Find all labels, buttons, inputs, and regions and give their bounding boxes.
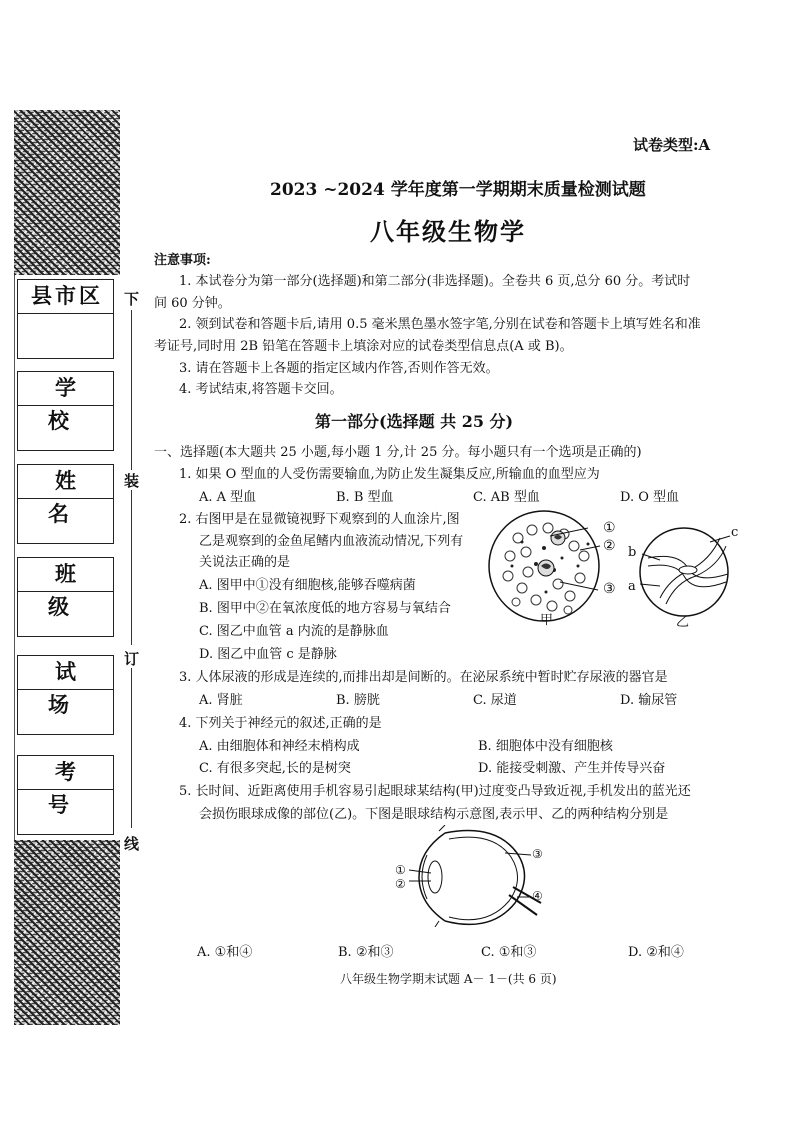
field-school[interactable] bbox=[17, 371, 114, 451]
notice-line: 考证号,同时用 2B 铅笔在答题卡上填涂对应的试卷类型信息点(A 或 B)。 bbox=[154, 339, 573, 354]
fig-label-yi: 乙 bbox=[676, 615, 690, 630]
binding-mark-xian: 线 bbox=[124, 835, 140, 853]
eye-label-4: ④ bbox=[532, 889, 543, 903]
fig-label-1: ① bbox=[603, 520, 616, 536]
binding-mark-ding: 订 bbox=[124, 650, 140, 668]
q3-option-a: A. 肾脏 bbox=[199, 693, 243, 708]
notice-line: 间 60 分钟。 bbox=[154, 296, 231, 311]
q3-option-b: B. 膀胱 bbox=[336, 693, 380, 708]
field-county[interactable] bbox=[17, 279, 114, 359]
q5-stem-line: 5. 长时间、近距离使用手机容易引起眼球某结构(甲)过度变凸导致近视,手机发出的蓝光还 bbox=[179, 784, 691, 799]
notice-line: 2. 领到试卷和答题卡后,请用 0.5 毫米黑色墨水签字笔,分别在试卷和答题卡上填写姓名和准 bbox=[179, 317, 701, 332]
field-label: 考 号 bbox=[18, 756, 113, 790]
q2-option-c: C. 图乙中血管 a 内流的是静脉血 bbox=[199, 624, 389, 639]
binding-mark-xia: 下 bbox=[124, 290, 140, 308]
eyeball-structure-diagram bbox=[405, 825, 545, 927]
q1-option-c: C. AB 型血 bbox=[473, 490, 540, 505]
field-exam-room[interactable] bbox=[17, 655, 114, 735]
q3-option-d: D. 输尿管 bbox=[620, 693, 678, 708]
q4-option-b: B. 细胞体中没有细胞核 bbox=[478, 739, 613, 754]
q4-option-d: D. 能接受刺激、产生并传导兴奋 bbox=[478, 761, 666, 776]
fig-label-a: a bbox=[628, 579, 636, 594]
notice-line: 4. 考试结束,将答题卡交回。 bbox=[179, 382, 343, 397]
binding-line bbox=[131, 310, 132, 470]
field-exam-number[interactable] bbox=[17, 755, 114, 835]
q5-option-b: B. ②和③ bbox=[338, 945, 394, 960]
fig-label-c: c bbox=[731, 525, 739, 540]
field-label: 试 场 bbox=[18, 656, 113, 690]
q2-stem-line: 乙是观察到的金鱼尾鳍内血液流动情况,下列有 bbox=[199, 534, 464, 549]
field-name[interactable] bbox=[17, 464, 114, 544]
part1-intro: 一、选择题(本大题共 25 小题,每小题 1 分,计 25 分。每小题只有一个选项是正确的) bbox=[154, 445, 642, 460]
q2-stem-line: 关说法正确的是 bbox=[199, 555, 291, 570]
field-label: 县市区 bbox=[18, 280, 113, 314]
q2-option-a: A. 图甲中①没有细胞核,能够吞噬病菌 bbox=[199, 578, 416, 593]
fig-label-3: ③ bbox=[603, 581, 616, 597]
page-footer: 八年级生物学期末试题 A－ 1－(共 6 页) bbox=[340, 972, 557, 986]
eye-label-1: ① bbox=[395, 863, 406, 877]
q5-option-d: D. ②和④ bbox=[628, 945, 684, 960]
eye-label-3: ③ bbox=[532, 847, 543, 861]
fig-label-2: ② bbox=[603, 538, 616, 554]
q2-option-d: D. 图乙中血管 c 是静脉 bbox=[199, 647, 337, 662]
exam-title: 2023 ~2024 学年度第一学期期末质量检测试题 bbox=[270, 180, 646, 200]
binding-line bbox=[131, 490, 132, 645]
q4-stem: 4. 下列关于神经元的叙述,正确的是 bbox=[179, 716, 382, 731]
fig-label-jia: 甲 bbox=[540, 613, 554, 628]
notice-line: 3. 请在答题卡上各题的指定区域内作答,否则作答无效。 bbox=[179, 361, 499, 376]
binding-pattern-bottom bbox=[14, 840, 120, 1025]
q4-option-a: A. 由细胞体和神经末梢构成 bbox=[199, 739, 360, 754]
paper-type: 试卷类型:A bbox=[633, 136, 711, 154]
field-label: 学 校 bbox=[18, 372, 113, 406]
q1-stem: 1. 如果 O 型血的人受伤需要输血,为防止发生凝集反应,所输血的血型应为 bbox=[179, 467, 600, 482]
field-class[interactable] bbox=[17, 557, 114, 637]
q5-option-c: C. ①和③ bbox=[481, 945, 537, 960]
q3-stem: 3. 人体尿液的形成是连续的,而排出却是间断的。在泌尿系统中暂时贮存尿液的器官是 bbox=[179, 670, 668, 685]
binding-mark-zhuang: 装 bbox=[124, 472, 140, 490]
q3-option-c: C. 尿道 bbox=[473, 693, 517, 708]
fish-tail-blood-flow-diagram bbox=[630, 520, 740, 620]
eye-label-2: ② bbox=[395, 877, 406, 891]
q1-option-a: A. A 型血 bbox=[199, 490, 257, 505]
part1-title: 第一部分(选择题 共 25 分) bbox=[315, 412, 514, 431]
q1-option-b: B. B 型血 bbox=[336, 490, 394, 505]
subject-title: 八年级生物学 bbox=[370, 218, 526, 246]
q4-option-c: C. 有很多突起,长的是树突 bbox=[199, 761, 351, 776]
field-label: 姓 名 bbox=[18, 465, 113, 499]
binding-pattern-top bbox=[14, 110, 120, 275]
notice-heading: 注意事项: bbox=[154, 253, 211, 268]
field-label: 班 级 bbox=[18, 558, 113, 592]
notice-line: 1. 本试卷分为第一部分(选择题)和第二部分(非选择题)。全卷共 6 页,总分 60 分。考试时 bbox=[179, 274, 691, 289]
binding-line bbox=[131, 668, 132, 828]
q5-option-a: A. ①和④ bbox=[197, 945, 253, 960]
q2-option-b: B. 图甲中②在氧浓度低的地方容易与氧结合 bbox=[199, 601, 451, 616]
q5-stem-line: 会损伤眼球成像的部位(乙)。下图是眼球结构示意图,表示甲、乙的两种结构分别是 bbox=[199, 807, 669, 822]
fig-label-b: b bbox=[628, 545, 637, 560]
q2-stem-line: 2. 右图甲是在显微镜视野下观察到的人血涂片,图 bbox=[179, 512, 460, 527]
q1-option-d: D. O 型血 bbox=[620, 490, 680, 505]
